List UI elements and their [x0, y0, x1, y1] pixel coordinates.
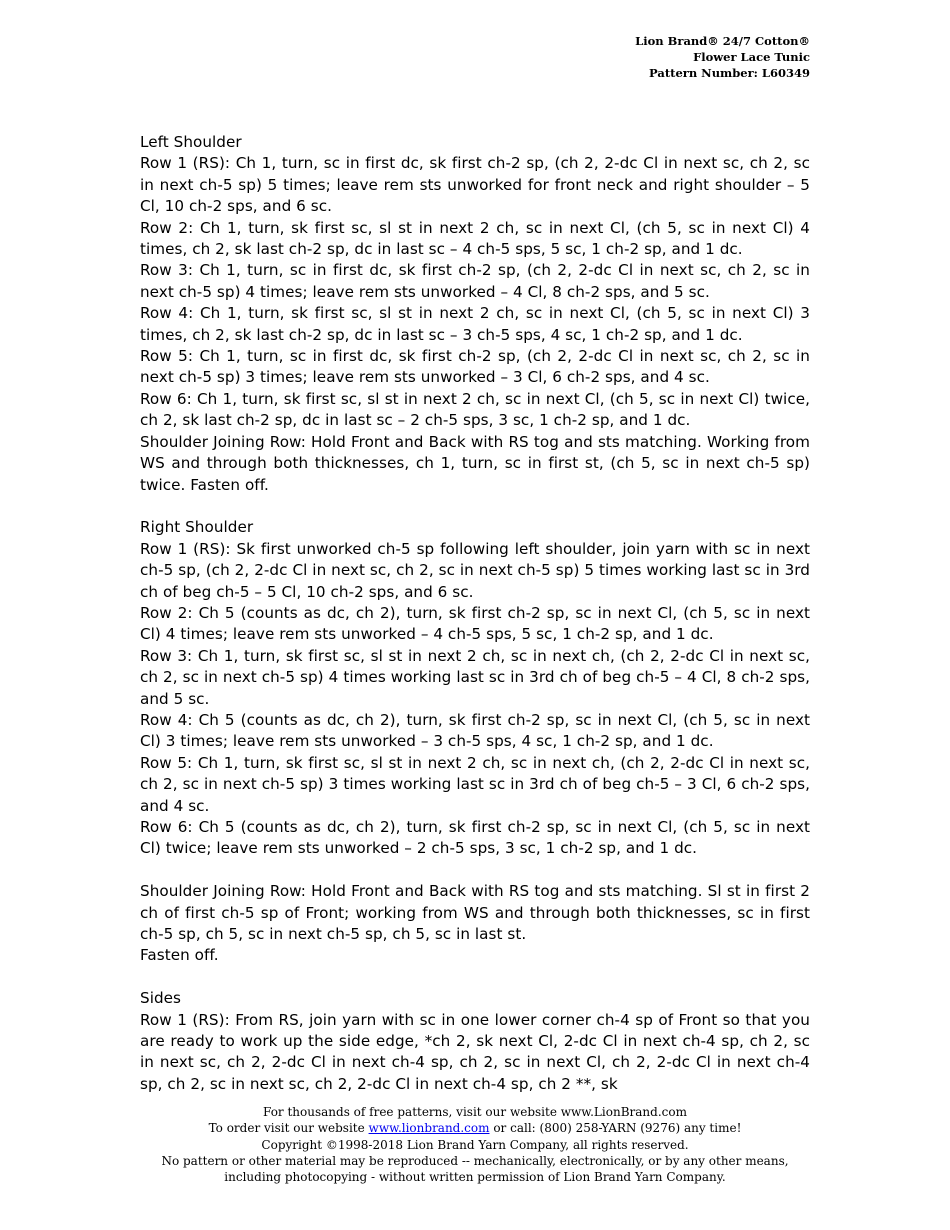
right-shoulder-row-5: Row 5: Ch 1, turn, sk first sc, sl st in next 2 ch, sc in next ch, (ch 2, 2-dc Cl in next sc, ch 2, sc in next ch-5 sp) 3 times working last sc in 3rd ch of beg ch-5 – 3 Cl, 6 ch-2 sps, and 4 sc.	[140, 753, 810, 815]
right-shoulder-row-1: Row 1 (RS): Sk first unworked ch-5 sp following left shoulder, join yarn with sc in next ch-5 sp, (ch 2, 2-dc Cl in next sc, ch 2, sc in next ch-5 sp) 5 times working last sc in 3rd ch of beg ch-5 – 5 Cl, 10 ch-2 sps, and 6 sc.	[140, 539, 810, 601]
left-shoulder-row-1: Row 1 (RS): Ch 1, turn, sc in first dc, sk first ch-2 sp, (ch 2, 2-dc Cl in next sc, ch 2, sc in next ch-5 sp) 5 times; leave rem sts unworked for front neck and right shoulder – 5 Cl, 10 ch-2 sps, and 6 sc.	[140, 154, 810, 216]
section-spacer	[140, 496, 810, 517]
sides-heading: Sides	[140, 989, 182, 1008]
footer-free-patterns: For thousands of free patterns, visit our website www.LionBrand.com	[263, 1105, 687, 1119]
pattern-header	[635, 33, 810, 81]
left-shoulder-row-5: Row 5: Ch 1, turn, sc in first dc, sk first ch-2 sp, (ch 2, 2-dc Cl in next sc, ch 2, sc in next ch-5 sp) 3 times; leave rem sts unworked – 3 Cl, 6 ch-2 sps, and 4 sc.	[140, 347, 810, 387]
right-shoulder-heading: Right Shoulder	[140, 518, 254, 537]
right-shoulder-joining-row: Shoulder Joining Row: Hold Front and Back with RS tog and sts matching. Sl st in first 2 ch of first ch-5 sp of Front; working from WS and through both thicknesses, sc in first ch-5 sp, ch 5, sc in next ch-5 sp, ch 5, sc in last st.	[140, 882, 810, 943]
section-spacer	[140, 860, 810, 881]
left-shoulder-joining-row: Shoulder Joining Row: Hold Front and Back with RS tog and sts matching. Working from WS and through both thicknesses, ch 1, turn, sc in first st, (ch 5, sc in next ch-5 sp) twice. Fasten off.	[140, 432, 810, 494]
right-shoulder-row-6: Row 6: Ch 5 (counts as dc, ch 2), turn, sk first ch-2 sp, sc in next Cl, (ch 5, sc in next Cl) twice; leave rem sts unworked – 2 ch-5 sps, 3 sc, 1 ch-2 sp, and 1 dc.	[140, 817, 810, 858]
page-footer	[138, 1104, 812, 1185]
right-shoulder-fasten-off: Fasten off.	[140, 946, 219, 965]
left-shoulder-heading: Left Shoulder	[140, 133, 242, 151]
footer-order-prefix: To order visit our website	[208, 1121, 369, 1136]
header-yarn-name: Lion Brand® 24/7 Cotton®	[635, 34, 810, 48]
footer-copyright: Copyright ©1998-2018 Lion Brand Yarn Company, all rights reserved.	[261, 1137, 689, 1152]
header-pattern-title: Flower Lace Tunic	[693, 50, 810, 64]
header-pattern-number: Pattern Number: L60349	[649, 66, 810, 80]
footer-reproduction-notice: No pattern or other material may be reproduced -- mechanically, electronically, or by any other means, including photocopying - without written permission of Lion Brand Yarn Company.	[161, 1153, 789, 1185]
footer-order-suffix: or call: (800) 258-YARN (9276) any time!	[489, 1121, 742, 1136]
left-shoulder-row-6: Row 6: Ch 1, turn, sk first sc, sl st in next 2 ch, sc in next Cl, (ch 5, sc in next Cl) twice, ch 2, sk last ch-2 sp, dc in last sc – 2 ch-5 sps, 3 sc, 1 ch-2 sp, and 1 dc.	[140, 389, 810, 430]
right-shoulder-row-3: Row 3: Ch 1, turn, sk first sc, sl st in next 2 ch, sc in next ch, (ch 2, 2-dc Cl in next sc, ch 2, sc in next ch-5 sp) 4 times working last sc in 3rd ch of beg ch-5 – 4 Cl, 8 ch-2 sps, and 5 sc.	[140, 646, 810, 708]
right-shoulder-row-4: Row 4: Ch 5 (counts as dc, ch 2), turn, sk first ch-2 sp, sc in next Cl, (ch 5, sc in next Cl) 3 times; leave rem sts unworked – 3 ch-5 sps, 4 sc, 1 ch-2 sp, and 1 dc.	[140, 710, 810, 751]
section-spacer	[140, 967, 810, 988]
lionbrand-website-link[interactable]: www.lionbrand.com	[368, 1121, 490, 1136]
left-shoulder-row-3: Row 3: Ch 1, turn, sc in first dc, sk first ch-2 sp, (ch 2, 2-dc Cl in next sc, ch 2, sc in next ch-5 sp) 4 times; leave rem sts unworked – 4 Cl, 8 ch-2 sps, and 5 sc.	[140, 261, 810, 301]
right-shoulder-row-2: Row 2: Ch 5 (counts as dc, ch 2), turn, sk first ch-2 sp, sc in next Cl, (ch 5, sc in next Cl) 4 times; leave rem sts unworked – 4 ch-5 sps, 5 sc, 1 ch-2 sp, and 1 dc.	[140, 603, 810, 644]
left-shoulder-row-4: Row 4: Ch 1, turn, sk first sc, sl st in next 2 ch, sc in next Cl, (ch 5, sc in next Cl) 3 times, ch 2, sk last ch-2 sp, dc in last sc – 3 ch-5 sps, 4 sc, 1 ch-2 sp, and 1 dc.	[140, 304, 810, 344]
footer-order-line	[138, 1120, 812, 1136]
pattern-instructions	[140, 132, 810, 1095]
left-shoulder-row-2: Row 2: Ch 1, turn, sk first sc, sl st in next 2 ch, sc in next Cl, (ch 5, sc in next Cl) 4 times, ch 2, sk last ch-2 sp, dc in last sc – 4 ch-5 sps, 5 sc, 1 ch-2 sp, and 1 dc.	[140, 218, 810, 259]
sides-row-1: Row 1 (RS): From RS, join yarn with sc in one lower corner ch-4 sp of Front so that you are ready to work up the side edge, *ch 2, sk next Cl, 2-dc Cl in next ch-4 sp, ch 2, sc in next sc, ch 2, 2-dc Cl in next ch-4 sp, ch 2, sc in next Cl, ch 2, 2-dc Cl in next ch-4 sp, ch 2, sc in next sc, ch 2, 2-dc Cl in next ch-4 sp, ch 2 **, sk	[140, 1010, 810, 1093]
